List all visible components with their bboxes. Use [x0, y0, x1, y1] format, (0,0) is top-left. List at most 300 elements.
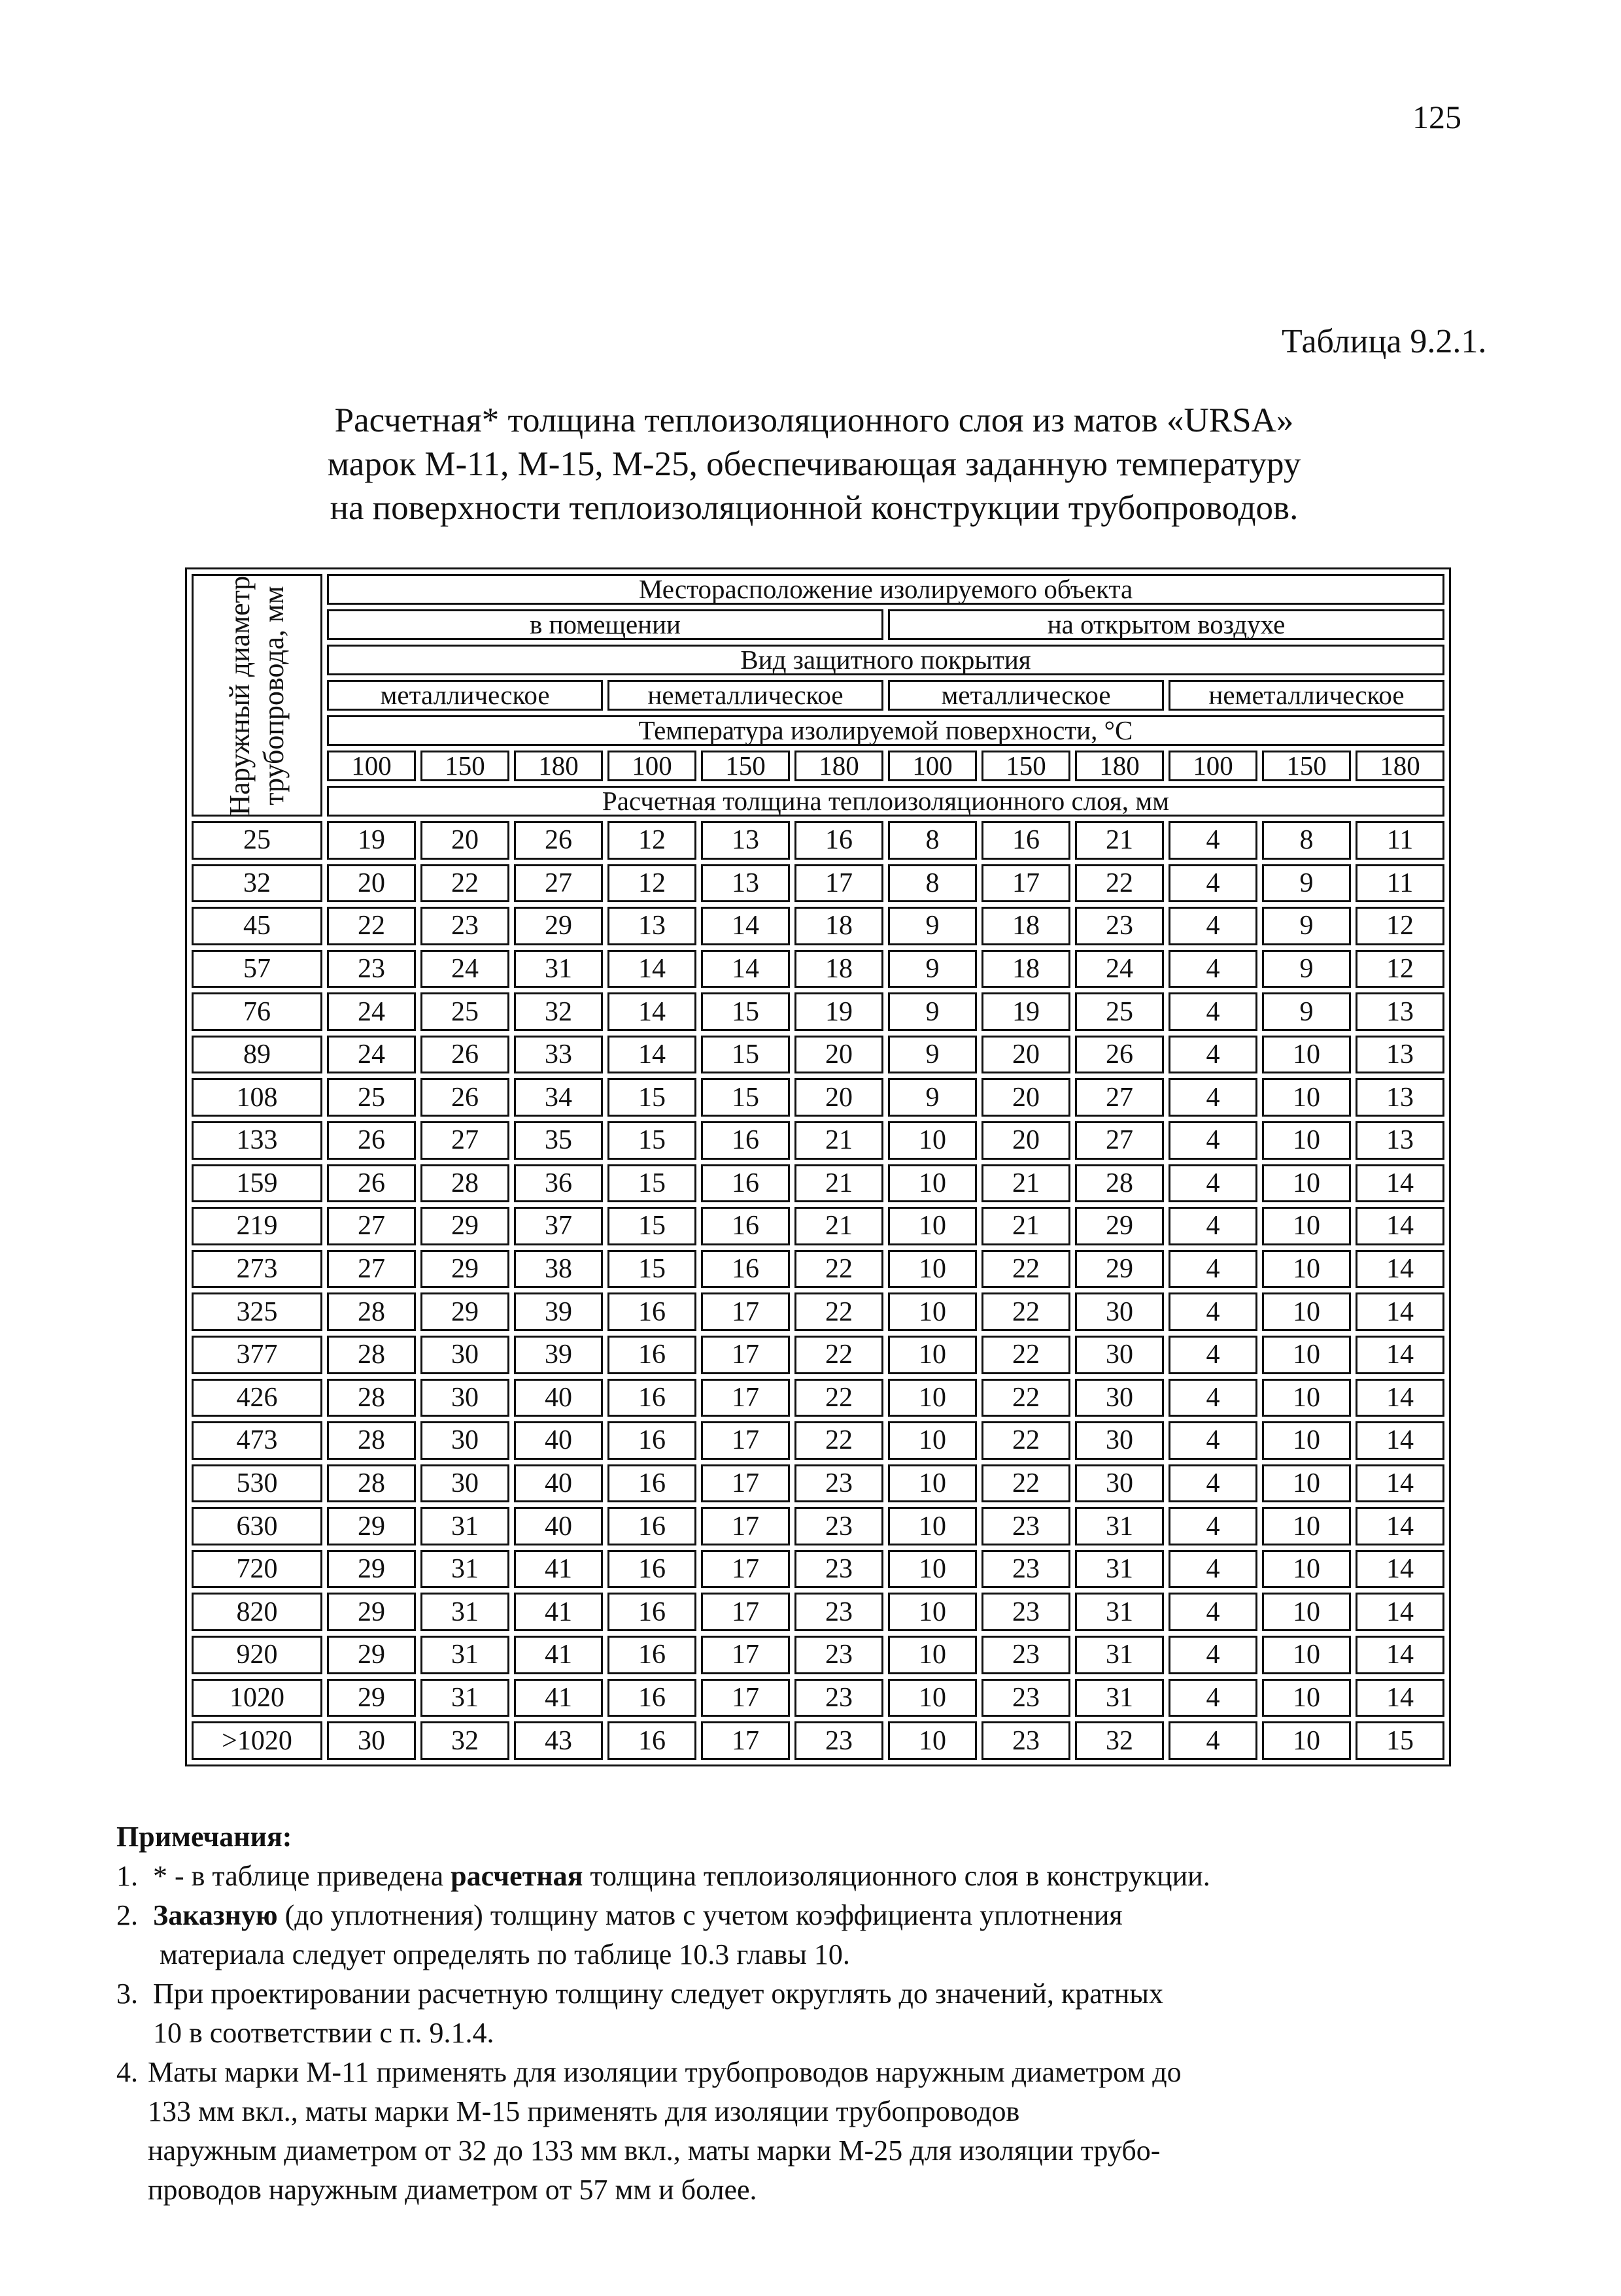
thickness-cell: 10 — [888, 1121, 977, 1160]
thickness-cell: 16 — [701, 1164, 790, 1203]
table-row — [192, 864, 1444, 903]
table-row — [192, 1379, 1444, 1417]
thickness-cell: 23 — [981, 1636, 1070, 1674]
diameter-cell: 89 — [192, 1036, 322, 1074]
thickness-cell: 17 — [701, 1292, 790, 1331]
thickness-cell: 14 — [1356, 1336, 1444, 1374]
thickness-cell: 40 — [514, 1421, 603, 1460]
thickness-cell: 22 — [981, 1464, 1070, 1503]
thickness-cell: 17 — [701, 1464, 790, 1503]
diameter-header-line2: трубопровода, мм — [258, 585, 290, 805]
thickness-cell: 22 — [327, 907, 416, 945]
thickness-cell: 32 — [420, 1721, 509, 1760]
thickness-cell: 13 — [607, 907, 696, 945]
thickness-cell: 17 — [701, 1679, 790, 1717]
note-text: 133 мм вкл., маты марки М-15 применять для изоляции трубопроводов — [148, 2095, 1020, 2127]
location-outdoor: на открытом воздухе — [888, 609, 1444, 640]
note-text: Маты марки М-11 применять для изоляции трубопроводов наружным диаметром до — [148, 2056, 1182, 2088]
thickness-cell: 13 — [1356, 1078, 1444, 1117]
diameter-cell: 426 — [192, 1379, 322, 1417]
thickness-cell: 10 — [888, 1421, 977, 1460]
thickness-cell: 31 — [1075, 1593, 1164, 1631]
note-text: проводов наружным диаметром от 57 мм и более. — [148, 2174, 757, 2206]
diameter-cell: 920 — [192, 1636, 322, 1674]
thickness-cell: 30 — [420, 1379, 509, 1417]
thickness-cell: 30 — [1075, 1292, 1164, 1331]
thickness-cell: 10 — [1262, 1636, 1351, 1674]
thickness-cell: 29 — [420, 1250, 509, 1289]
thickness-cell: 22 — [981, 1292, 1070, 1331]
table-row — [192, 1250, 1444, 1289]
table-row — [192, 821, 1444, 860]
thickness-cell: 15 — [607, 1207, 696, 1245]
thickness-cell: 30 — [327, 1721, 416, 1760]
thickness-cell: 19 — [327, 821, 416, 860]
table-row — [192, 1036, 1444, 1074]
thickness-cell: 14 — [1356, 1464, 1444, 1503]
thickness-cell: 16 — [607, 1336, 696, 1374]
thickness-cell: 31 — [420, 1593, 509, 1631]
thickness-cell: 10 — [1262, 1036, 1351, 1074]
thickness-cell: 10 — [888, 1164, 977, 1203]
thickness-cell: 23 — [794, 1507, 883, 1545]
thickness-cell: 19 — [981, 992, 1070, 1031]
thickness-cell: 17 — [701, 1721, 790, 1760]
thickness-cell: 33 — [514, 1036, 603, 1074]
thickness-cell: 29 — [327, 1593, 416, 1631]
thickness-cell: 9 — [1262, 992, 1351, 1031]
location-header: Месторасположение изолируемого объекта — [327, 574, 1444, 605]
thickness-cell: 26 — [1075, 1036, 1164, 1074]
note-number: 1. — [116, 1860, 138, 1892]
thickness-cell: 23 — [794, 1593, 883, 1631]
thickness-cell: 15 — [607, 1250, 696, 1289]
thickness-cell: 24 — [327, 1036, 416, 1074]
thickness-cell: 4 — [1169, 1507, 1257, 1545]
thickness-cell: 22 — [981, 1336, 1070, 1374]
diameter-cell: 108 — [192, 1078, 322, 1117]
thickness-cell: 31 — [420, 1679, 509, 1717]
thickness-cell: 26 — [327, 1121, 416, 1160]
thickness-cell: 23 — [794, 1550, 883, 1589]
thickness-cell: 26 — [327, 1164, 416, 1203]
thickness-cell: 10 — [1262, 1679, 1351, 1717]
thickness-cell: 29 — [1075, 1207, 1164, 1245]
note-text: 10 в соответствии с п. 9.1.4. — [153, 2017, 494, 2049]
thickness-cell: 10 — [888, 1593, 977, 1631]
note-number: 2. — [116, 1899, 138, 1931]
table-row — [192, 1593, 1444, 1631]
thickness-cell: 4 — [1169, 821, 1257, 860]
thickness-cell: 43 — [514, 1721, 603, 1760]
caption-line: Расчетная* толщина теплоизоляционного слоя из матов «URSA» — [334, 401, 1294, 439]
thickness-cell: 13 — [701, 864, 790, 903]
thickness-cell: 31 — [1075, 1679, 1164, 1717]
thickness-cell: 28 — [327, 1379, 416, 1417]
thickness-cell: 8 — [888, 864, 977, 903]
thickness-cell: 20 — [981, 1078, 1070, 1117]
thickness-cell: 18 — [981, 907, 1070, 945]
thickness-cell: 4 — [1169, 1379, 1257, 1417]
thickness-cell: 29 — [1075, 1250, 1164, 1289]
thickness-cell: 16 — [794, 821, 883, 860]
temperature-cell: 100 — [888, 751, 977, 781]
table-container — [185, 567, 1451, 1766]
table-row — [192, 992, 1444, 1031]
thickness-cell: 20 — [981, 1036, 1070, 1074]
thickness-cell: 15 — [607, 1164, 696, 1203]
thickness-cell: 25 — [420, 992, 509, 1031]
thickness-cell: 13 — [1356, 1121, 1444, 1160]
thickness-cell: 20 — [327, 864, 416, 903]
thickness-cell: 21 — [981, 1207, 1070, 1245]
thickness-cell: 23 — [794, 1464, 883, 1503]
thickness-cell: 22 — [794, 1379, 883, 1417]
thickness-cell: 23 — [327, 950, 416, 988]
thickness-cell: 24 — [1075, 950, 1164, 988]
table-row — [192, 907, 1444, 945]
thickness-cell: 4 — [1169, 864, 1257, 903]
table-row — [192, 1679, 1444, 1717]
thickness-cell: 22 — [420, 864, 509, 903]
thickness-cell: 4 — [1169, 1593, 1257, 1631]
thickness-header: Расчетная толщина теплоизоляционного слоя, мм — [327, 786, 1444, 817]
thickness-cell: 37 — [514, 1207, 603, 1245]
thickness-cell: 9 — [1262, 907, 1351, 945]
thickness-cell: 31 — [514, 950, 603, 988]
coating-type: неметаллическое — [1169, 680, 1444, 711]
thickness-cell: 16 — [607, 1550, 696, 1589]
table-row — [192, 1164, 1444, 1203]
thickness-cell: 14 — [1356, 1421, 1444, 1460]
thickness-cell: 14 — [607, 950, 696, 988]
thickness-cell: 41 — [514, 1593, 603, 1631]
thickness-cell: 21 — [1075, 821, 1164, 860]
temperature-cell: 150 — [1262, 751, 1351, 781]
diameter-cell: 473 — [192, 1421, 322, 1460]
note-text: толщина теплоизоляционного слоя в конструкции. — [583, 1860, 1210, 1892]
thickness-cell: 22 — [981, 1421, 1070, 1460]
notes-title: Примечания: — [116, 1821, 292, 1853]
table-caption — [248, 399, 1380, 530]
thickness-cell: 9 — [1262, 950, 1351, 988]
thickness-cell: 10 — [1262, 1550, 1351, 1589]
thickness-cell: 10 — [1262, 1379, 1351, 1417]
thickness-cell: 28 — [327, 1421, 416, 1460]
thickness-cell: 29 — [514, 907, 603, 945]
thickness-cell: 4 — [1169, 1250, 1257, 1289]
thickness-cell: 14 — [1356, 1550, 1444, 1589]
thickness-cell: 9 — [888, 1078, 977, 1117]
table-body — [192, 821, 1444, 1760]
thickness-cell: 10 — [888, 1721, 977, 1760]
note-bold-text: Заказную — [153, 1899, 278, 1931]
thickness-cell: 30 — [1075, 1379, 1164, 1417]
diameter-cell: 219 — [192, 1207, 322, 1245]
note-text: (до уплотнения) толщину матов с учетом коэффициента уплотнения — [277, 1899, 1123, 1931]
note-text: * - в таблице приведена — [153, 1860, 451, 1892]
thickness-cell: 27 — [1075, 1121, 1164, 1160]
thickness-cell: 8 — [888, 821, 977, 860]
thickness-cell: 14 — [701, 907, 790, 945]
thickness-cell: 16 — [607, 1679, 696, 1717]
thickness-cell: 10 — [1262, 1250, 1351, 1289]
thickness-cell: 20 — [794, 1036, 883, 1074]
thickness-cell: 14 — [1356, 1207, 1444, 1245]
thickness-cell: 14 — [1356, 1636, 1444, 1674]
thickness-cell: 30 — [1075, 1336, 1164, 1374]
temperature-cell: 150 — [981, 751, 1070, 781]
thickness-cell: 23 — [981, 1507, 1070, 1545]
diameter-cell: >1020 — [192, 1721, 322, 1760]
caption-line: марок М-11, М-15, М-25, обеспечивающая заданную температуру — [327, 445, 1301, 483]
diameter-cell: 325 — [192, 1292, 322, 1331]
thickness-cell: 26 — [420, 1036, 509, 1074]
temperature-cell: 150 — [701, 751, 790, 781]
thickness-cell: 10 — [1262, 1164, 1351, 1203]
thickness-cell: 28 — [327, 1292, 416, 1331]
thickness-cell: 16 — [607, 1421, 696, 1460]
thickness-cell: 17 — [701, 1593, 790, 1631]
thickness-cell: 20 — [981, 1121, 1070, 1160]
thickness-cell: 11 — [1356, 864, 1444, 903]
notes — [116, 1817, 1555, 2210]
thickness-cell: 4 — [1169, 950, 1257, 988]
thickness-cell: 16 — [701, 1250, 790, 1289]
thickness-cell: 40 — [514, 1379, 603, 1417]
thickness-cell: 26 — [514, 821, 603, 860]
thickness-cell: 4 — [1169, 1679, 1257, 1717]
note-2 — [116, 1896, 1555, 1974]
thickness-cell: 17 — [701, 1336, 790, 1374]
thickness-cell: 10 — [1262, 1464, 1351, 1503]
temperature-cell: 150 — [420, 751, 509, 781]
caption-line: на поверхности теплоизоляционной конструкции трубопроводов. — [330, 489, 1299, 527]
thickness-cell: 25 — [1075, 992, 1164, 1031]
thickness-cell: 4 — [1169, 1121, 1257, 1160]
thickness-cell: 34 — [514, 1078, 603, 1117]
thickness-cell: 17 — [701, 1636, 790, 1674]
diameter-cell: 159 — [192, 1164, 322, 1203]
thickness-cell: 26 — [420, 1078, 509, 1117]
thickness-cell: 28 — [327, 1336, 416, 1374]
thickness-cell: 29 — [420, 1292, 509, 1331]
note-3 — [116, 1974, 1555, 2053]
thickness-cell: 41 — [514, 1636, 603, 1674]
note-text: материала следует определять по таблице 10.3 главы 10. — [160, 1938, 850, 1970]
thickness-cell: 9 — [888, 907, 977, 945]
thickness-cell: 22 — [981, 1250, 1070, 1289]
thickness-cell: 27 — [327, 1207, 416, 1245]
thickness-cell: 16 — [607, 1379, 696, 1417]
thickness-cell: 30 — [420, 1421, 509, 1460]
thickness-cell: 40 — [514, 1507, 603, 1545]
thickness-cell: 31 — [1075, 1636, 1164, 1674]
thickness-cell: 4 — [1169, 1464, 1257, 1503]
thickness-cell: 16 — [607, 1593, 696, 1631]
thickness-cell: 22 — [794, 1250, 883, 1289]
diameter-cell: 377 — [192, 1336, 322, 1374]
diameter-cell: 530 — [192, 1464, 322, 1503]
thickness-cell: 30 — [420, 1464, 509, 1503]
thickness-cell: 29 — [327, 1679, 416, 1717]
thickness-cell: 4 — [1169, 1207, 1257, 1245]
thickness-cell: 31 — [420, 1636, 509, 1674]
thickness-cell: 10 — [888, 1292, 977, 1331]
thickness-cell: 36 — [514, 1164, 603, 1203]
thickness-cell: 10 — [888, 1336, 977, 1374]
thickness-cell: 29 — [327, 1550, 416, 1589]
thickness-cell: 4 — [1169, 1336, 1257, 1374]
diameter-cell: 273 — [192, 1250, 322, 1289]
temperature-cell: 100 — [607, 751, 696, 781]
temperature-cell: 180 — [514, 751, 603, 781]
thickness-cell: 12 — [607, 821, 696, 860]
thickness-cell: 17 — [701, 1379, 790, 1417]
thickness-cell: 28 — [420, 1164, 509, 1203]
table-row — [192, 1292, 1444, 1331]
note-1 — [116, 1857, 1555, 1896]
temperature-cell: 180 — [1356, 751, 1444, 781]
thickness-cell: 17 — [794, 864, 883, 903]
note-number: 4. — [116, 2056, 138, 2088]
thickness-cell: 4 — [1169, 907, 1257, 945]
diameter-header-line1: Наружный диаметр — [224, 575, 256, 815]
thickness-cell: 8 — [1262, 821, 1351, 860]
thickness-cell: 35 — [514, 1121, 603, 1160]
thickness-cell: 20 — [420, 821, 509, 860]
diameter-cell: 1020 — [192, 1679, 322, 1717]
thickness-cell: 10 — [1262, 1336, 1351, 1374]
thickness-cell: 10 — [888, 1679, 977, 1717]
thickness-cell: 15 — [701, 1036, 790, 1074]
note-bold-text: расчетная — [451, 1860, 583, 1892]
thickness-cell: 14 — [1356, 1507, 1444, 1545]
table-row — [192, 1078, 1444, 1117]
thickness-cell: 4 — [1169, 1164, 1257, 1203]
table-row — [192, 1636, 1444, 1674]
thickness-cell: 27 — [514, 864, 603, 903]
thickness-cell: 23 — [420, 907, 509, 945]
thickness-cell: 14 — [701, 950, 790, 988]
thickness-cell: 38 — [514, 1250, 603, 1289]
thickness-cell: 30 — [1075, 1464, 1164, 1503]
thickness-cell: 15 — [607, 1078, 696, 1117]
thickness-cell: 32 — [514, 992, 603, 1031]
thickness-cell: 21 — [794, 1121, 883, 1160]
thickness-cell: 4 — [1169, 1550, 1257, 1589]
note-text: При проектировании расчетную толщину следует округлять до значений, кратных — [153, 1978, 1163, 2010]
thickness-cell: 23 — [981, 1721, 1070, 1760]
thickness-cell: 31 — [420, 1550, 509, 1589]
diameter-cell: 720 — [192, 1550, 322, 1589]
thickness-cell: 28 — [327, 1464, 416, 1503]
thickness-cell: 31 — [420, 1507, 509, 1545]
thickness-cell: 23 — [794, 1721, 883, 1760]
thickness-cell: 15 — [607, 1121, 696, 1160]
page-number: 125 — [1412, 99, 1461, 135]
coating-type: неметаллическое — [607, 680, 883, 711]
table-label: Таблица 9.2.1. — [1282, 323, 1487, 360]
thickness-cell: 16 — [607, 1464, 696, 1503]
thickness-cell: 17 — [701, 1507, 790, 1545]
thickness-cell: 27 — [1075, 1078, 1164, 1117]
note-4 — [116, 2053, 1555, 2210]
insulation-thickness-table — [185, 567, 1451, 1766]
thickness-cell: 13 — [1356, 1036, 1444, 1074]
coating-type: металлическое — [327, 680, 603, 711]
thickness-cell: 23 — [794, 1679, 883, 1717]
thickness-cell: 27 — [327, 1250, 416, 1289]
diameter-header — [192, 574, 322, 817]
diameter-cell: 76 — [192, 992, 322, 1031]
table-row — [192, 1207, 1444, 1245]
location-indoor: в помещении — [327, 609, 883, 640]
thickness-cell: 10 — [888, 1636, 977, 1674]
thickness-cell: 28 — [1075, 1164, 1164, 1203]
thickness-cell: 16 — [701, 1121, 790, 1160]
diameter-cell: 57 — [192, 950, 322, 988]
coating-header: Вид защитного покрытия — [327, 645, 1444, 675]
thickness-cell: 14 — [1356, 1164, 1444, 1203]
table-row — [192, 1550, 1444, 1589]
thickness-cell: 23 — [981, 1550, 1070, 1589]
temperature-cell: 100 — [327, 751, 416, 781]
thickness-cell: 30 — [420, 1336, 509, 1374]
thickness-cell: 14 — [1356, 1679, 1444, 1717]
note-text: наружным диаметром от 32 до 133 мм вкл., маты марки М-25 для изоляции трубо- — [148, 2135, 1161, 2167]
thickness-cell: 10 — [1262, 1421, 1351, 1460]
thickness-cell: 39 — [514, 1292, 603, 1331]
thickness-cell: 10 — [888, 1507, 977, 1545]
thickness-cell: 24 — [327, 992, 416, 1031]
thickness-cell: 22 — [1075, 864, 1164, 903]
thickness-cell: 10 — [888, 1464, 977, 1503]
diameter-cell: 32 — [192, 864, 322, 903]
diameter-cell: 133 — [192, 1121, 322, 1160]
thickness-cell: 9 — [888, 1036, 977, 1074]
thickness-cell: 25 — [327, 1078, 416, 1117]
thickness-cell: 41 — [514, 1679, 603, 1717]
thickness-cell: 4 — [1169, 1292, 1257, 1331]
thickness-cell: 23 — [981, 1679, 1070, 1717]
thickness-cell: 10 — [888, 1250, 977, 1289]
thickness-cell: 10 — [1262, 1292, 1351, 1331]
table-row — [192, 1336, 1444, 1374]
thickness-cell: 40 — [514, 1464, 603, 1503]
thickness-cell: 21 — [794, 1207, 883, 1245]
thickness-cell: 23 — [981, 1593, 1070, 1631]
thickness-cell: 13 — [1356, 992, 1444, 1031]
thickness-cell: 13 — [701, 821, 790, 860]
thickness-cell: 16 — [607, 1721, 696, 1760]
thickness-cell: 39 — [514, 1336, 603, 1374]
thickness-cell: 10 — [1262, 1507, 1351, 1545]
thickness-cell: 18 — [794, 907, 883, 945]
thickness-cell: 14 — [1356, 1593, 1444, 1631]
thickness-cell: 14 — [1356, 1379, 1444, 1417]
thickness-cell: 10 — [888, 1379, 977, 1417]
thickness-cell: 10 — [1262, 1078, 1351, 1117]
thickness-cell: 20 — [794, 1078, 883, 1117]
thickness-cell: 17 — [981, 864, 1070, 903]
thickness-cell: 29 — [420, 1207, 509, 1245]
thickness-cell: 22 — [794, 1292, 883, 1331]
table-row — [192, 1421, 1444, 1460]
thickness-cell: 27 — [420, 1121, 509, 1160]
thickness-cell: 12 — [1356, 950, 1444, 988]
thickness-cell: 17 — [701, 1550, 790, 1589]
